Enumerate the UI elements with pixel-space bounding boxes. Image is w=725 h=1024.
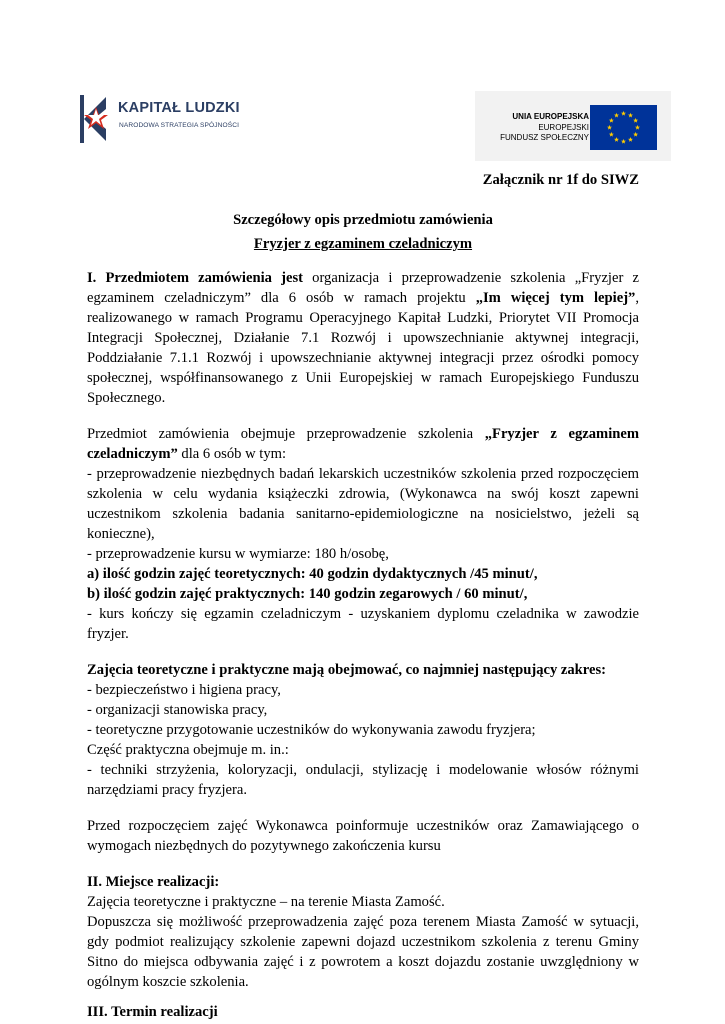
section2-line4: Sitno do miejsca odbywania zajęć i z powrotem a koszt dojazdu zostanie uwzględniony w	[87, 954, 639, 970]
section1-line4: Integracji Społecznej, Działanie 7.1 Rozwój i upowszechnianie aktywnej integracji,	[87, 330, 639, 346]
scope-heading: Zajęcia teoretyczne i praktyczne mają obejmować, co najmniej następujący zakres:	[87, 662, 607, 678]
scope-item: - teoretyczne przygotowanie uczestników do wykonywania zawodu fryzjera;	[87, 722, 536, 738]
eu-flag-icon	[590, 105, 657, 150]
section1-line5: Poddziałanie 7.1.1 Rozwój i upowszechnianie aktywnej integracji przez ośrodki pomocy	[87, 350, 639, 366]
section1-line1	[87, 269, 639, 287]
scope-item: - bezpieczeństwo i higiena pracy,	[87, 682, 281, 698]
section3-heading: III. Termin realizacji	[87, 1004, 218, 1020]
section1-line6: społecznej, współfinansowanego z Unii Europejskiej w ramach Europejskiego Funduszu	[87, 370, 639, 386]
scope-item-continued: narzędziami pracy fryzjera.	[87, 782, 248, 798]
scope-item: - techniki strzyżenia, koloryzacji, ondulacji, stylizację i modelowanie włosów różnymi	[87, 762, 639, 778]
practice-hours: b) ilość godzin zajęć praktycznych: 140 godzin zegarowych / 60 minut/,	[87, 586, 528, 602]
kapital-ludzki-subtitle: NARODOWA STRATEGIA SPÓJNOŚCI	[119, 122, 240, 129]
section1-line2-text: egzaminem czeladniczym” dla 6 osób w ramach projektu	[87, 290, 476, 306]
section1-line2-end: ,	[635, 290, 640, 306]
section2-line2: Dopuszcza się możliwość przeprowadzenia zajęć poza terenem Miasta Zamość w sytuacji,	[87, 914, 639, 930]
para2-line7: - przeprowadzenie kursu w wymiarze: 180 h/osobę,	[87, 546, 389, 562]
eu-line-european: EUROPEJSKI	[538, 122, 589, 132]
kapital-ludzki-title: KAPITAŁ LUDZKI	[118, 100, 240, 116]
section2-line5: ogólnym koszcie szkolenia.	[87, 974, 249, 990]
project-name: „Im więcej tym lepiej”	[475, 290, 636, 306]
section1-line2	[87, 289, 639, 307]
section1-line3: realizowanego w ramach Programu Operacyjnego Kapitał Ludzki, Priorytet VII Promocja	[87, 310, 639, 326]
section2-line1: Zajęcia teoretyczne i praktyczne – na terenie Miasta Zamość.	[87, 894, 445, 910]
para4-line1: Przed rozpoczęciem zajęć Wykonawca poinformuje uczestników oraz Zamawiającego o	[87, 818, 639, 834]
para2-line5: uczestnikom szkolenia badania sanitarno-epidemiologiczne na nosicielstwo, jeżeli są	[87, 506, 639, 522]
para2-line1	[87, 425, 639, 443]
para2-line4: szkolenia w celu wydania książeczki zdrowia, (Wykonawca na swój koszt zapewni	[87, 486, 639, 502]
section1-line7: Społecznego.	[87, 390, 166, 406]
scope-item: - organizacji stanowiska pracy,	[87, 702, 268, 718]
eu-line-fund: FUNDUSZ SPOŁECZNY	[500, 133, 589, 142]
para2-line6: konieczne),	[87, 526, 155, 542]
kapital-ludzki-logo	[76, 89, 251, 149]
document-subtitle-text: Fryzjer z egzaminem czeladniczym	[253, 236, 473, 252]
para2-line2-text: dla 6 osób w tym:	[177, 446, 287, 462]
para2-line2	[87, 445, 639, 463]
eu-logo	[475, 91, 671, 161]
eu-logo-text	[500, 112, 589, 144]
para2-line1-text: Przedmiot zamówienia obejmuje przeprowadzenie szkolenia	[87, 426, 485, 442]
training-name-part1: „Fryzjer z egzaminem	[484, 426, 639, 442]
para4-line2: wymogach niezbędnych do pozytywnego zakończenia kursu	[87, 838, 441, 854]
section1-line1-text: organizacja i przeprowadzenie szkolenia „Fryzjer z	[302, 270, 639, 286]
document-title: Szczegółowy opis przedmiotu zamówienia	[233, 212, 493, 228]
para2-line3: - przeprowadzenie niezbędnych badań lekarskich uczestników szkolenia przed rozpoczęciem	[87, 466, 639, 482]
training-name-part2: czeladniczym”	[87, 446, 178, 462]
section2-line3: gdy podmiot realizujący szkolenie zapewni dojazd uczestnikom szkolenia z terenu Gminy	[87, 934, 639, 950]
kapital-ludzki-star-icon	[76, 89, 116, 149]
para2-line10: - kurs kończy się egzamin czeladniczym - uzyskaniem dyplomu czeladnika w zawodzie	[87, 606, 639, 622]
document-subtitle	[87, 235, 639, 253]
section1-heading: I. Przedmiotem zamówienia jest	[87, 270, 303, 286]
para2-line11: fryzjer.	[87, 626, 129, 642]
eu-line-union: UNIA EUROPEJSKA	[512, 112, 589, 121]
practical-part-label: Część praktyczna obejmuje m. in.:	[87, 742, 289, 758]
theory-hours: a) ilość godzin zajęć teoretycznych: 40 godzin dydaktycznych /45 minut/,	[87, 566, 538, 582]
section2-heading: II. Miejsce realizacji:	[87, 874, 220, 890]
annex-label: Załącznik nr 1f do SIWZ	[482, 172, 639, 188]
